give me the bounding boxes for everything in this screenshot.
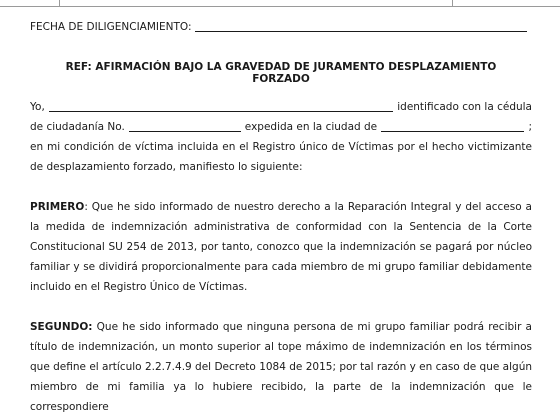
primero-text: : Que he sido informado de nuestro derecho a la Reparación Integral y del acceso a la medida de indemnización administrativa de conformidad con la Sentencia de la Corte Constitucional SU 254 de 2013, por tanto, conozco que la indemnización se pagará por núcleo familiar y se dividirá proporcionalmente para cada miembro de mi grupo familiar debidamente incluido en el Registro Único de Víctimas. bbox=[30, 201, 532, 293]
date-blank-field[interactable] bbox=[195, 19, 527, 32]
id-number-blank-field[interactable] bbox=[129, 119, 241, 132]
primero-label: PRIMERO bbox=[30, 201, 85, 213]
primero-paragraph bbox=[30, 197, 532, 297]
name-blank-field[interactable] bbox=[49, 99, 393, 112]
top-border-tick bbox=[452, 0, 453, 6]
segundo-label: SEGUNDO: bbox=[30, 321, 93, 333]
intro-line-id bbox=[30, 117, 532, 137]
intro-yo: Yo, bbox=[30, 101, 45, 113]
top-border-tick bbox=[59, 0, 60, 6]
intro-paragraph: en mi condición de víctima incluida en el Registro único de Víctimas por el hecho victimizante de desplazamiento forzado, manifiesto lo siguiente: bbox=[30, 141, 532, 173]
city-blank-field[interactable] bbox=[381, 119, 524, 132]
date-label: FECHA DE DILIGENCIAMIENTO: bbox=[30, 21, 192, 33]
intro-expedida: expedida en la ciudad de bbox=[244, 121, 378, 133]
intro-cedula: de ciudadanía No. bbox=[30, 121, 125, 133]
sworn-statement-document bbox=[30, 17, 532, 417]
intro-semicolon: ; bbox=[528, 121, 532, 133]
segundo-text: Que he sido informado que ninguna persona de mi grupo familiar podrá recibir a título de indemnización, un monto superior al tope máximo de indemnización en los términos que define el artículo 2.2.7.4.9 del Decreto 1084 de 2015; por tal razón y en caso de que algún miembro de mi familia ya lo hubiere recibido, la parte de la indemnización que le correspondiere bbox=[30, 321, 532, 413]
reference-title: REF: AFIRMACIÓN BAJO LA GRAVEDAD DE JURAMENTO DESPLAZAMIENTO FORZADO bbox=[65, 61, 497, 85]
intro-line-name bbox=[30, 97, 532, 117]
date-line bbox=[30, 17, 532, 37]
page-top-border bbox=[0, 0, 560, 7]
intro-section bbox=[30, 97, 532, 177]
intro-identificado: identificado con la cédula bbox=[397, 101, 532, 113]
segundo-paragraph bbox=[30, 317, 532, 417]
